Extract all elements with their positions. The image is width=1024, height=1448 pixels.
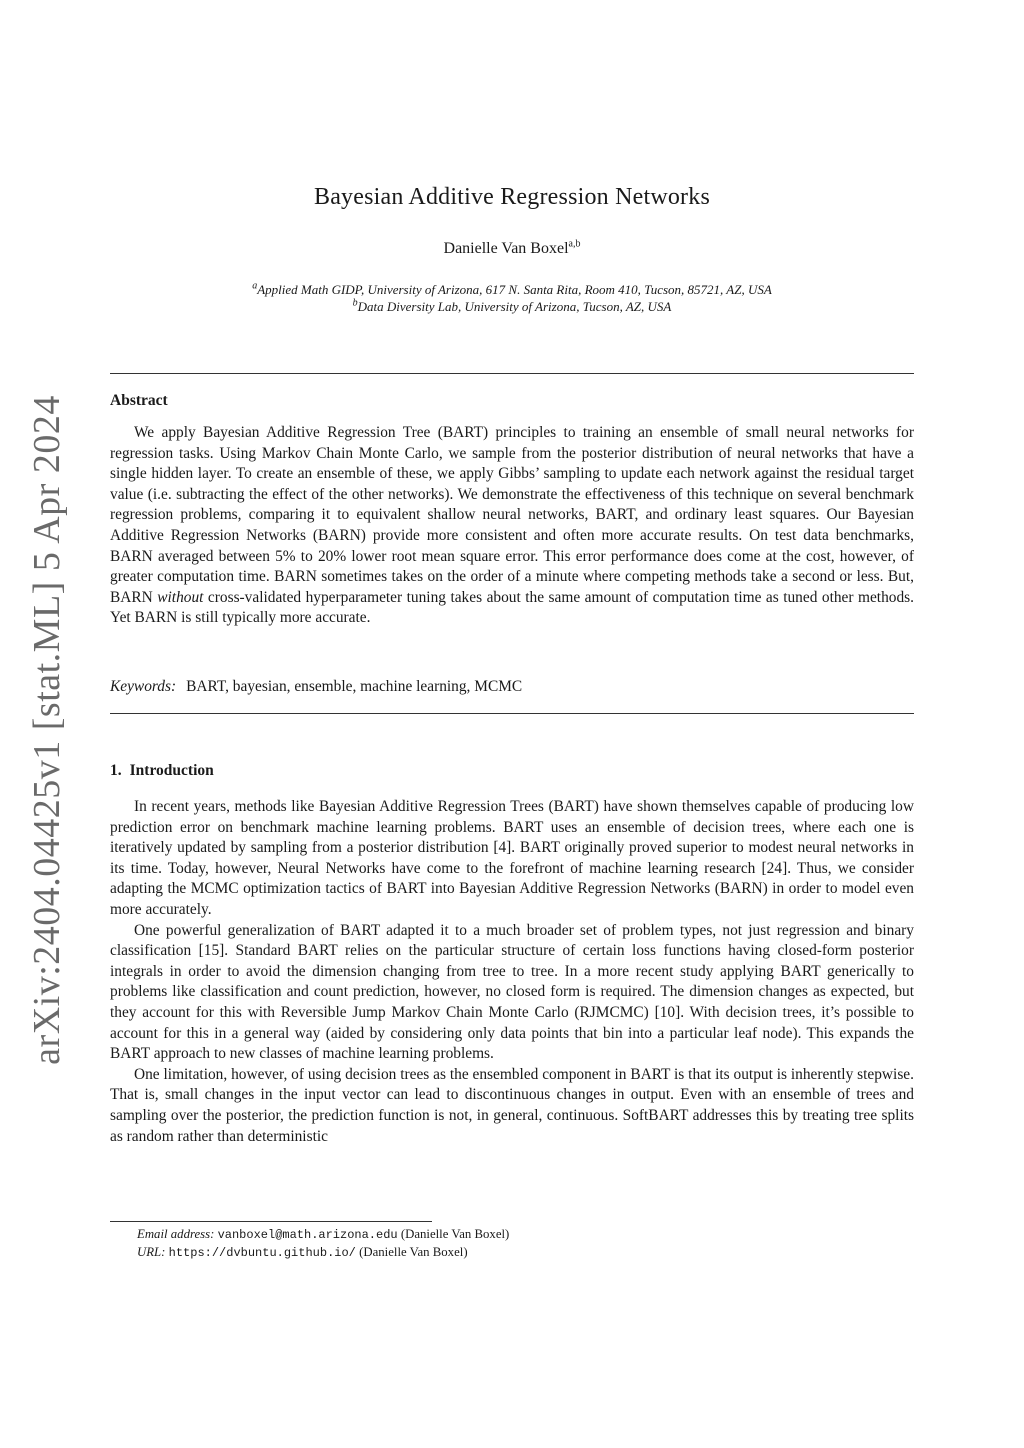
affiliation-b: [110, 298, 914, 315]
abstract-body: [110, 423, 914, 629]
abstract-text-after: cross-validated hyperparameter tuning takes about the same amount of computation time as tuned other methods. Yet BARN is still typically more accurate.: [110, 588, 914, 627]
introduction-body: [110, 797, 914, 1147]
abstract-heading: Abstract: [110, 392, 168, 409]
footnote-email: [137, 1226, 509, 1244]
affiliation-text: Applied Math GIDP, University of Arizona, 617 N. Santa Rita, Room 410, Tucson, 85721, AZ, USA: [257, 282, 772, 297]
intro-paragraph-1: In recent years, methods like Bayesian Additive Regression Trees (BART) have shown themselves capable of producing low prediction error on benchmark machine learning problems. BART uses an ensemble of decision trees, where each one is iteratively updated by sampling from a posterior distribution [4]. BART originally proved superior to modest neural networks in its time. Today, however, Neural Networks have come to the forefront of machine learning research [24]. Thus, we consider adapting the MCMC optimization tactics of BART into Bayesian Additive Regression Networks (BARN) in order to model even more accurately.: [110, 798, 914, 918]
arxiv-side-identifier: [22, 395, 72, 1065]
abstract-bottom-rule: [110, 713, 914, 714]
section-heading-introduction: [110, 762, 214, 780]
author-name: Danielle Van Boxel: [443, 240, 569, 257]
url-label: URL:: [137, 1245, 166, 1259]
footnotes: [137, 1226, 509, 1262]
intro-paragraph-3: One limitation, however, of using decision trees as the ensembled component in BART is that its output is inherently stepwise. That is, small changes in the input vector can lead to discontinuous changes in output. Even with an ensemble of trees and sampling over the posterior, the prediction function is not, in general, continuous. SoftBART addresses this by treating tree splits as random rather than deterministic: [110, 1065, 914, 1145]
email-owner: (Danielle Van Boxel): [400, 1227, 510, 1241]
url-owner: (Danielle Van Boxel): [359, 1245, 468, 1259]
email-label: Email address:: [137, 1227, 215, 1241]
affiliation-text: Data Diversity Lab, University of Arizona, Tucson, AZ, USA: [357, 299, 672, 314]
section-title: Introduction: [129, 762, 214, 779]
keywords-line: [110, 678, 914, 696]
affiliations: [110, 281, 914, 315]
section-number: 1.: [110, 762, 122, 779]
footnote-url: [137, 1244, 509, 1262]
footnote-rule: [110, 1221, 432, 1222]
author-affil-marks: a,b: [568, 238, 581, 250]
affiliation-mark: b: [352, 297, 358, 309]
abstract-top-rule: [110, 373, 914, 374]
affiliation-mark: a: [252, 280, 258, 292]
keywords-text: BART, bayesian, ensemble, machine learning, MCMC: [186, 678, 523, 695]
abstract-paragraph: [110, 423, 914, 629]
arxiv-identifier-text: arXiv:2404.04425v1 [stat.ML] 5 Apr 2024: [26, 395, 68, 1065]
abstract-text-before: We apply Bayesian Additive Regression Tree (BART) principles to training an ensemble of small neural networks for regression tasks. Using Markov Chain Monte Carlo, we sample from the posterior distribution of neural networks that have a single hidden layer. To create an ensemble of these, we apply Gibbs’ sampling to update each network against the residual target value (i.e. subtracting the effect of the other networks). We demonstrate the effectiveness of this technique on several benchmark regression problems, comparing it to equivalent shallow neural networks, BART, and ordinary least squares. Our Bayesian Additive Regression Networks (BARN) provide more consistent and often more accurate results. On test data benchmarks, BARN averaged between 5% to 20% lower root mean square error. This error performance does come at the cost, however, of greater computation time. BARN sometimes takes on the order of a minute where competing methods take a second or less. But, BARN: [110, 424, 914, 606]
affiliation-a: [110, 281, 914, 298]
keywords-label: Keywords:: [110, 678, 177, 695]
abstract-emphasis: without: [157, 588, 204, 606]
author-line: [110, 240, 914, 258]
email-address[interactable]: vanboxel@math.arizona.edu: [217, 1228, 398, 1242]
url-link[interactable]: https://dvbuntu.github.io/: [168, 1246, 356, 1260]
intro-paragraph-2: One powerful generalization of BART adapted it to a much broader set of problem types, not just regression and binary classification [15]. Standard BART relies on the particular structure of certain loss functions having closed-form posterior integrals in order to avoid the dimension changing from tree to tree. In a more recent study applying BART generically to problems like classification and count prediction, however, no closed form is required. The dimension changes as expected, but they account for this with Reversible Jump Markov Chain Monte Carlo (RJMCMC) [10]. With decision trees, it’s possible to account for this in a general way (aided by considering only data points that bin into a particular leaf node). This expands the BART approach to new classes of machine learning problems.: [110, 921, 914, 1063]
paper-title: Bayesian Additive Regression Networks: [313, 184, 710, 210]
